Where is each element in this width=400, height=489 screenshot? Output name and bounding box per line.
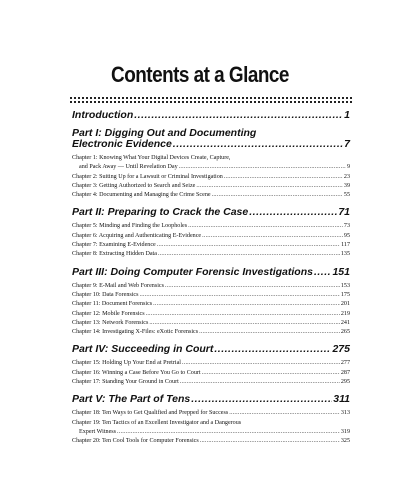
chapter-page: 135 <box>340 251 350 258</box>
part-page: 151 <box>332 265 350 278</box>
dot-leader <box>200 437 340 446</box>
chapter-title: Chapter 9: E-Mail and Web Forensics <box>72 282 164 289</box>
chapter-page: 117 <box>341 242 350 249</box>
chapter-entry[interactable] <box>72 182 350 191</box>
chapter-entry[interactable] <box>72 232 350 241</box>
dot-leader <box>202 232 343 241</box>
chapter-page: 265 <box>340 329 350 336</box>
chapter-page: 313 <box>340 410 350 417</box>
dot-leader <box>134 109 343 121</box>
dot-leader <box>149 319 340 328</box>
part-heading[interactable] <box>72 128 350 150</box>
dot-leader <box>158 250 340 259</box>
chapter-page: 153 <box>340 282 350 289</box>
dot-leader <box>157 241 340 250</box>
toc-part <box>72 207 350 259</box>
chapter-title: Chapter 2: Suiting Up for a Lawsuit or Criminal Investigation <box>72 173 223 180</box>
dot-leader <box>191 394 332 405</box>
chapter-entry[interactable] <box>72 282 350 291</box>
chapter-entry[interactable] <box>72 328 350 337</box>
chapter-title: Chapter 14: Investigating X-Files: eXotic Forensics <box>72 329 199 336</box>
chapter-page: 287 <box>340 369 350 376</box>
chapter-title: Chapter 17: Standing Your Ground in Court <box>72 379 179 386</box>
part-title-line1: Part I: Digging Out and Documenting <box>72 127 257 139</box>
chapter-entry[interactable] <box>72 173 350 182</box>
chapter-title: Chapter 3: Getting Authorized to Search and Seize <box>72 182 196 189</box>
chapter-entry[interactable] <box>72 291 350 300</box>
chapter-list <box>72 222 350 259</box>
toc-part <box>72 394 350 446</box>
part-title: Part V: The Part of Tens <box>72 393 191 406</box>
chapter-entry[interactable] <box>72 300 350 309</box>
dot-leader <box>212 191 343 200</box>
part-title: Part III: Doing Computer Forensic Investigations <box>72 265 313 278</box>
chapter-page: 295 <box>340 379 350 386</box>
chapter-title: Chapter 20: Ten Cool Tools for Computer Forensics <box>72 438 199 445</box>
part-page: 7 <box>344 138 350 150</box>
chapter-entry[interactable] <box>72 437 350 446</box>
dot-leader <box>229 409 340 418</box>
part-heading[interactable] <box>72 267 350 278</box>
chapter-entry[interactable] <box>72 222 350 231</box>
chapter-entry[interactable] <box>72 359 350 368</box>
dot-leader <box>146 310 340 319</box>
chapter-list <box>72 282 350 338</box>
chapter-title: Chapter 15: Holding Up Your End at Pretrial <box>72 360 181 367</box>
dot-leader <box>214 344 331 355</box>
chapter-entry[interactable] <box>72 419 350 438</box>
chapter-title: Chapter 8: Extracting Hidden Data <box>72 251 157 258</box>
dot-leader <box>140 291 340 300</box>
chapter-title: Chapter 7: Examining E-Evidence <box>72 242 156 249</box>
chapter-page: 39 <box>343 182 350 189</box>
part-title-line2: Electronic Evidence <box>72 138 172 150</box>
chapter-page: 201 <box>340 301 350 308</box>
chapter-title-line1: Chapter 19: Ten Tactics of an Excellent Investigator and a Dangerous <box>72 419 242 426</box>
part-title: Part IV: Succeeding in Court <box>72 343 214 356</box>
chapter-title: Chapter 18: Ten Ways to Get Qualified and Prepped for Success <box>72 410 229 417</box>
dot-leader <box>249 207 337 218</box>
chapter-entry[interactable] <box>72 191 350 200</box>
chapter-title-line2: and Pack Away — Until Revelation Day <box>79 164 178 171</box>
chapter-entry[interactable] <box>72 319 350 328</box>
chapter-entry[interactable] <box>72 154 350 173</box>
title-rule-top <box>70 97 352 99</box>
chapter-title-line2: Expert Witness <box>79 428 117 435</box>
chapter-title: Chapter 16: Winning a Case Before You Go to Court <box>72 369 201 376</box>
chapter-title: Chapter 5: Minding and Finding the Loopholes <box>72 223 188 230</box>
page-title: Contents at a Glance <box>111 62 289 87</box>
part-page: 311 <box>333 393 350 406</box>
part-title: Part II: Preparing to Crack the Case <box>72 206 249 219</box>
chapter-entry[interactable] <box>72 369 350 378</box>
chapter-title: Chapter 11: Document Forensics <box>72 301 153 308</box>
parts-list <box>72 128 350 447</box>
chapter-list <box>72 359 350 387</box>
dot-leader <box>224 173 343 182</box>
introduction-page: 1 <box>344 109 350 121</box>
chapter-page: 241 <box>340 319 350 326</box>
chapter-title-row <box>72 428 350 437</box>
chapter-entry[interactable] <box>72 250 350 259</box>
chapter-list <box>72 409 350 446</box>
part-heading[interactable] <box>72 344 350 355</box>
part-title-row <box>72 139 350 150</box>
part-heading[interactable] <box>72 207 350 218</box>
chapter-entry[interactable] <box>72 241 350 250</box>
dot-leader <box>173 139 343 150</box>
chapter-page: 95 <box>343 232 350 239</box>
toc-part <box>72 128 350 200</box>
chapter-list <box>72 154 350 200</box>
part-page: 71 <box>338 206 350 219</box>
chapter-page: 219 <box>340 310 350 317</box>
dot-leader <box>199 328 340 337</box>
table-of-contents <box>72 105 350 447</box>
chapter-page: 277 <box>340 360 350 367</box>
chapter-title-row <box>72 163 350 172</box>
dot-leader <box>165 282 340 291</box>
chapter-page: 73 <box>343 223 350 230</box>
chapter-title: Chapter 10: Data Forensics <box>72 291 139 298</box>
dot-leader <box>179 163 346 172</box>
toc-part <box>72 267 350 338</box>
title-rule-bottom <box>70 101 352 103</box>
chapter-title: Chapter 12: Mobile Forensics <box>72 310 145 317</box>
chapter-page: 55 <box>343 192 350 199</box>
chapter-page: 325 <box>340 438 350 445</box>
dot-leader <box>314 267 332 278</box>
toc-introduction[interactable] <box>72 109 350 121</box>
chapter-title: Chapter 4: Documenting and Managing the Crime Scene <box>72 192 211 199</box>
chapter-title: Chapter 13: Network Forensics <box>72 319 149 326</box>
chapter-page: 9 <box>346 164 350 171</box>
chapter-title-line1: Chapter 1: Knowing What Your Digital Devices Create, Capture, <box>72 155 231 161</box>
chapter-page: 23 <box>343 173 350 180</box>
dot-leader <box>182 359 340 368</box>
chapter-page: 319 <box>340 428 350 435</box>
dot-leader <box>117 428 340 437</box>
dot-leader <box>202 369 340 378</box>
introduction-label: Introduction <box>72 109 134 121</box>
chapter-entry[interactable] <box>72 409 350 418</box>
chapter-entry[interactable] <box>72 310 350 319</box>
part-page: 275 <box>332 343 350 356</box>
dot-leader <box>188 222 343 231</box>
dot-leader <box>153 300 340 309</box>
chapter-page: 175 <box>340 291 350 298</box>
chapter-entry[interactable] <box>72 378 350 387</box>
dot-leader <box>196 182 343 191</box>
part-heading[interactable] <box>72 394 350 405</box>
chapter-title: Chapter 6: Acquiring and Authenticating E-Evidence <box>72 232 202 239</box>
dot-leader <box>180 378 340 387</box>
toc-part <box>72 344 350 387</box>
